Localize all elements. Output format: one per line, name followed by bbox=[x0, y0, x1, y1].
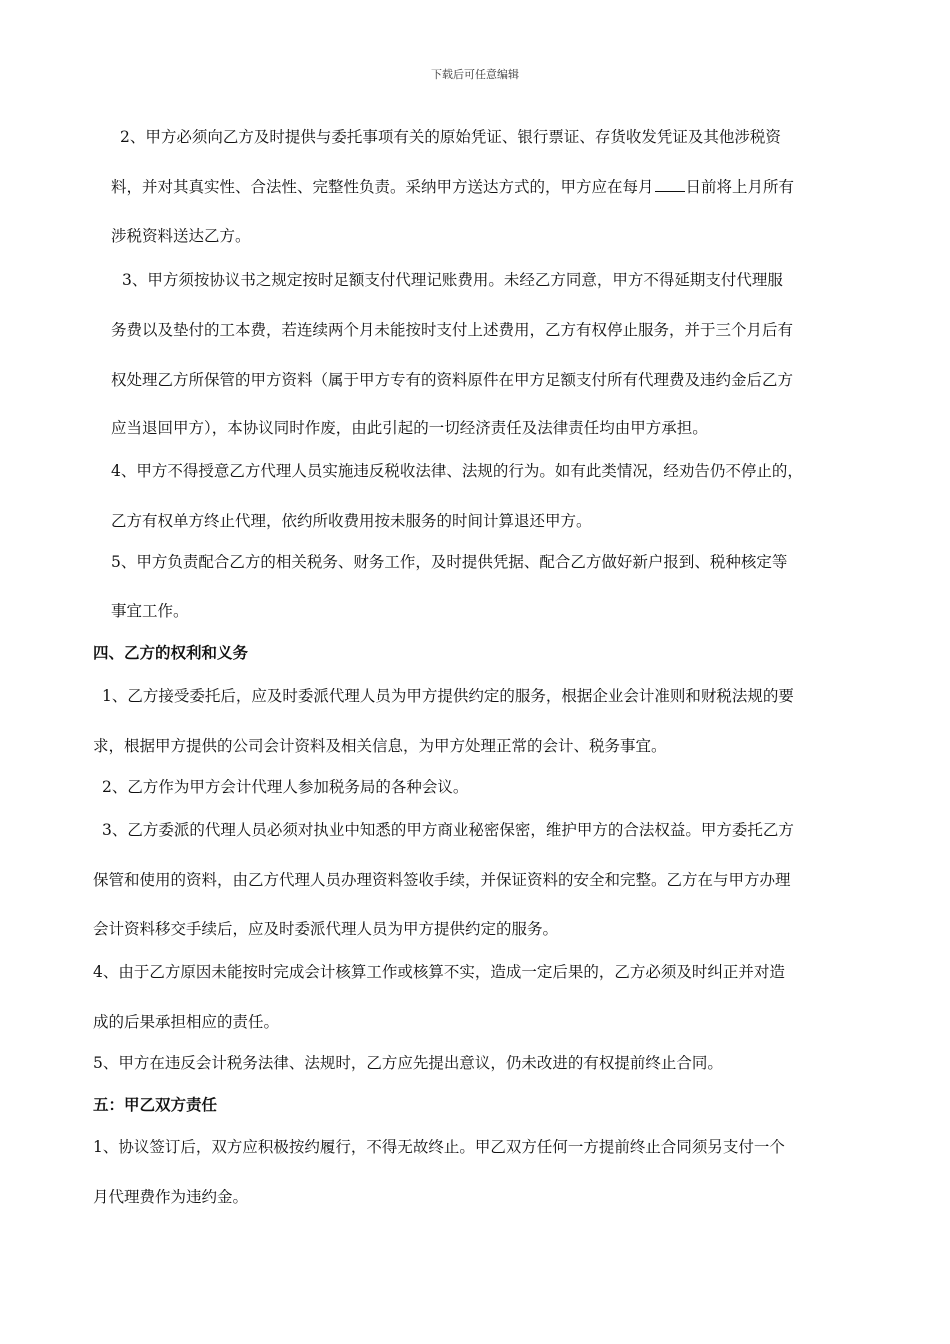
clause-a3-line1: 3、甲方须按协议书之规定按时足额支付代理记账费用。未经乙方同意，甲方不得延期支付代理服 bbox=[122, 271, 783, 289]
page-header: 下载后可任意编辑 bbox=[431, 68, 519, 81]
section-4-heading: 四、乙方的权利和义务 bbox=[93, 643, 249, 662]
clause-a5-line2: 事宜工作。 bbox=[111, 602, 189, 620]
clause-a3-line4: 应当退回甲方），本协议同时作废，由此引起的一切经济责任及法律责任均由甲方承担。 bbox=[111, 419, 708, 437]
clause-c1-line1: 1、协议签订后，双方应积极按约履行，不得无故终止。甲乙双方任何一方提前终止合同须另支付一个 bbox=[93, 1138, 785, 1156]
clause-b2-line1: 2、乙方作为甲方会计代理人参加税务局的各种会议。 bbox=[102, 778, 469, 796]
clause-b5-line1: 5、甲方在违反会计税务法律、法规时，乙方应先提出意议，仍未改进的有权提前终止合同。 bbox=[93, 1054, 723, 1072]
clause-a2-line2: 料，并对其真实性、合法性、完整性负责。采纳甲方送达方式的，甲方应在每月 日前将上月所有 bbox=[111, 178, 795, 196]
clause-a5-line1: 5、甲方负责配合乙方的相关税务、财务工作，及时提供凭据、配合乙方做好新户报到、税种核定等 bbox=[111, 553, 788, 571]
clause-c1-line2: 月代理费作为违约金。 bbox=[93, 1188, 249, 1206]
clause-b3-line3: 会计资料移交手续后，应及时委派代理人员为甲方提供约定的服务。 bbox=[93, 920, 559, 938]
clause-b3-line1: 3、乙方委派的代理人员必须对执业中知悉的甲方商业秘密保密，维护甲方的合法权益。甲方委托乙方 bbox=[102, 821, 794, 839]
clause-a3-line3: 权处理乙方所保管的甲方资料（属于甲方专有的资料原件在甲方足额支付所有代理费及违约金后乙方 bbox=[111, 371, 794, 389]
clause-b3-line2: 保管和使用的资料，由乙方代理人员办理资料签收手续，并保证资料的安全和完整。乙方在与甲方办理 bbox=[93, 871, 791, 889]
clause-a4-line1: 4、甲方不得授意乙方代理人员实施违反税收法律、法规的行为。如有此类情况，经劝告仍不停止的， bbox=[111, 462, 803, 480]
clause-a4-line2: 乙方有权单方终止代理，依约所收费用按未服务的时间计算退还甲方。 bbox=[111, 512, 592, 530]
blank-day-field bbox=[655, 177, 685, 192]
clause-b1-line2: 求，根据甲方提供的公司会计资料及相关信息，为甲方处理正常的会计、税务事宜。 bbox=[93, 737, 667, 755]
clause-a2-line3: 涉税资料送达乙方。 bbox=[111, 227, 251, 245]
clause-b1-line1: 1、乙方接受委托后，应及时委派代理人员为甲方提供约定的服务，根据企业会计准则和财税法规的要 bbox=[102, 687, 794, 705]
section-5-heading: 五：甲乙双方责任 bbox=[93, 1095, 218, 1114]
clause-b4-line1: 4、由于乙方原因未能按时完成会计核算工作或核算不实，造成一定后果的，乙方必须及时纠正并对造 bbox=[93, 963, 785, 981]
clause-a2-line1: 2、甲方必须向乙方及时提供与委托事项有关的原始凭证、银行票证、存货收发凭证及其他涉税资 bbox=[120, 128, 781, 146]
clause-b4-line2: 成的后果承担相应的责任。 bbox=[93, 1013, 280, 1031]
clause-a3-line2: 务费以及垫付的工本费，若连续两个月未能按时支付上述费用，乙方有权停止服务，并于三个月后有 bbox=[111, 321, 794, 339]
